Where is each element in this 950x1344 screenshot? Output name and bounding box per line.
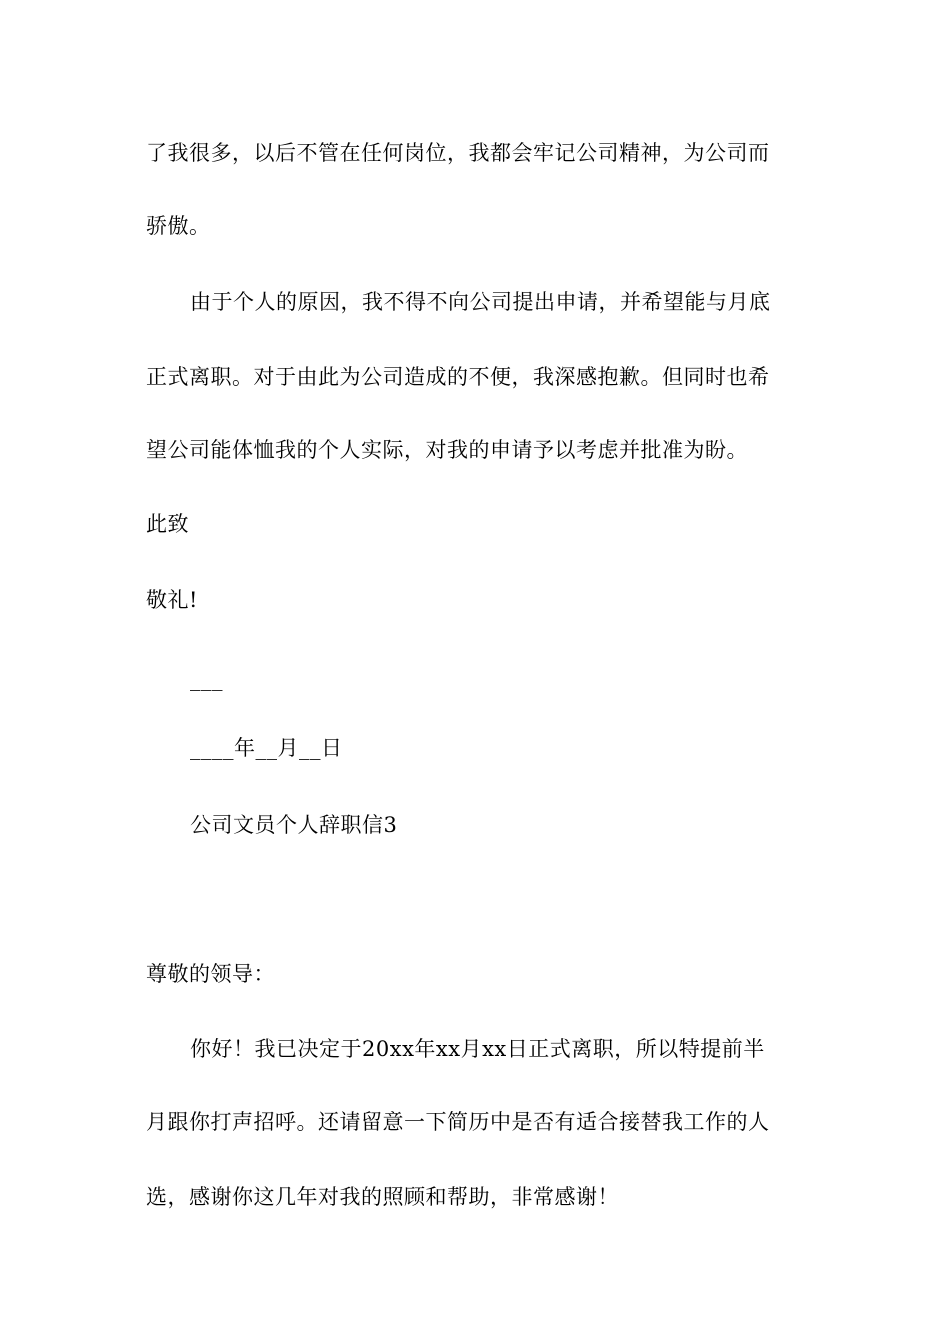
paragraph-line: 骄傲。 — [146, 214, 211, 238]
closing-regards: 敬礼! — [146, 588, 198, 612]
paragraph-line: 望公司能体恤我的个人实际，对我的申请予以考虑并批准为盼。 — [146, 438, 748, 462]
paragraph-line: 月跟你打声招呼。还请留意一下简历中是否有适合接替我工作的人 — [146, 1110, 770, 1134]
paragraph-line: 选，感谢你这几年对我的照顾和帮助，非常感谢！ — [146, 1185, 619, 1209]
signature-blank: ___ — [190, 667, 223, 691]
section-title: 公司文员个人辞职信3 — [190, 813, 398, 837]
paragraph-line: 了我很多，以后不管在任何岗位，我都会牢记公司精神，为公司而 — [146, 141, 770, 165]
paragraph-line: 由于个人的原因，我不得不向公司提出申请，并希望能与月底 — [190, 290, 771, 314]
paragraph-line: 正式离职。对于由此为公司造成的不便，我深感抱歉。但同时也希 — [146, 365, 770, 389]
closing-salutation: 此致 — [146, 512, 189, 536]
date-blank: ____年__月__日 — [190, 736, 343, 760]
greeting: 尊敬的领导： — [146, 962, 275, 986]
paragraph-line: 你好！我已决定于20xx年xx月xx日正式离职，所以特提前半 — [190, 1037, 765, 1061]
